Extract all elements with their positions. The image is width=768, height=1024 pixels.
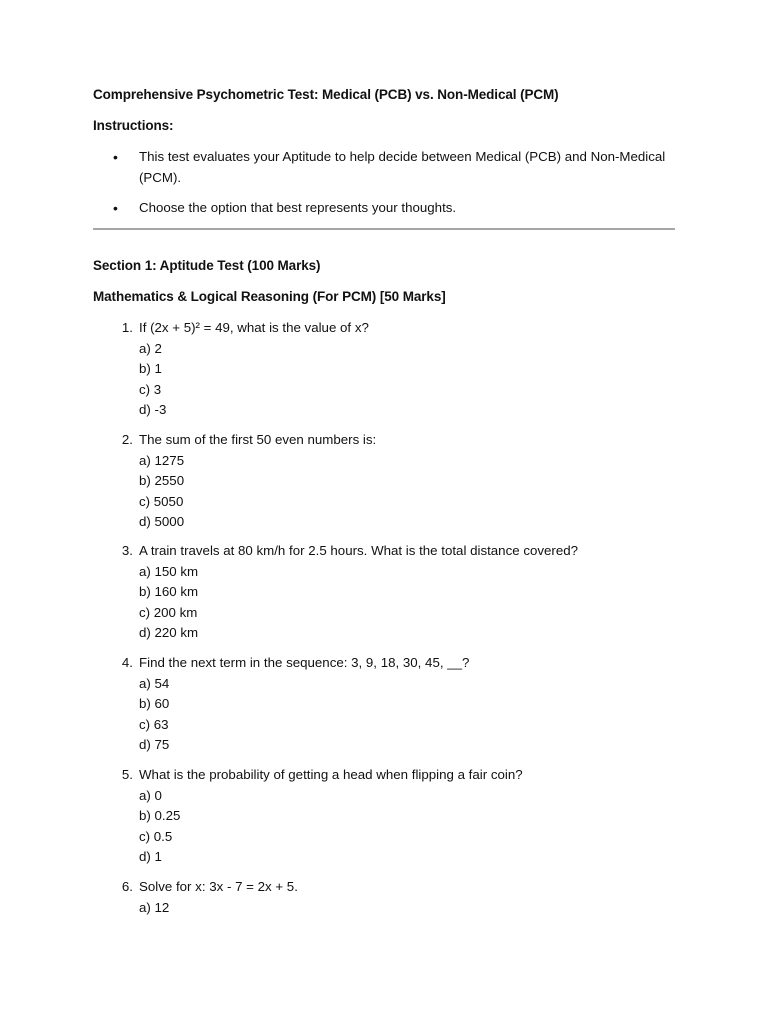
answer-option: d) 220 km xyxy=(139,625,199,640)
question-item xyxy=(113,541,673,644)
question-text: Solve for x: 3x - 7 = 2x + 5. xyxy=(139,879,298,894)
horizontal-divider xyxy=(93,228,675,230)
bullet-icon: • xyxy=(113,200,118,216)
question-number: 4. xyxy=(121,655,133,670)
answer-option: a) 2 xyxy=(139,340,162,356)
answer-option: b) 1 xyxy=(139,361,162,376)
document-title: Comprehensive Psychometric Test: Medical (PCB) vs. Non-Medical (PCM) xyxy=(93,87,559,102)
bullet-icon: • xyxy=(113,149,118,165)
question-item xyxy=(113,653,673,756)
instruction-bullet xyxy=(113,147,673,188)
section-heading: Section 1: Aptitude Test (100 Marks) xyxy=(93,258,321,273)
question-item xyxy=(113,765,673,868)
answer-option: a) 12 xyxy=(139,899,170,915)
answer-option: a) 1275 xyxy=(139,452,185,468)
question-text: A train travels at 80 km/h for 2.5 hours. What is the total distance covered? xyxy=(139,543,579,558)
answer-option: d) 5000 xyxy=(139,514,185,529)
answer-option: a) 0 xyxy=(139,787,162,803)
instruction-text: This test evaluates your Aptitude to help decide between Medical (PCB) and Non-Medical (PCM). xyxy=(139,149,666,185)
answer-option: d) 75 xyxy=(139,737,170,752)
question-item xyxy=(113,430,673,533)
answer-option: b) 2550 xyxy=(139,473,185,488)
question-number: 3. xyxy=(121,543,133,558)
section-subheading: Mathematics & Logical Reasoning (For PCM) [50 Marks] xyxy=(93,289,446,304)
question-number: 2. xyxy=(121,432,133,447)
answer-option: b) 60 xyxy=(139,696,170,711)
question-number: 6. xyxy=(121,879,133,894)
answer-option: a) 150 km xyxy=(139,563,199,579)
answer-option: d) 1 xyxy=(139,849,162,864)
answer-option: d) -3 xyxy=(139,402,167,417)
answer-option: c) 0.5 xyxy=(139,828,173,844)
answer-option: a) 54 xyxy=(139,675,170,691)
question-item xyxy=(113,318,673,421)
answer-option: b) 0.25 xyxy=(139,808,181,823)
instruction-bullet xyxy=(113,198,673,219)
instruction-text: Choose the option that best represents your thoughts. xyxy=(139,200,457,215)
question-text: The sum of the first 50 even numbers is: xyxy=(139,432,377,447)
answer-option: c) 3 xyxy=(139,381,162,397)
question-text: What is the probability of getting a head when flipping a fair coin? xyxy=(139,767,523,782)
question-number: 5. xyxy=(121,767,133,782)
question-text: If (2x + 5)² = 49, what is the value of x? xyxy=(139,320,369,335)
answer-option: b) 160 km xyxy=(139,584,199,599)
question-number: 1. xyxy=(121,320,133,335)
answer-option: c) 63 xyxy=(139,716,169,732)
answer-option: c) 200 km xyxy=(139,604,198,620)
instructions-heading: Instructions: xyxy=(93,118,174,133)
question-item xyxy=(113,877,673,918)
question-text: Find the next term in the sequence: 3, 9, 18, 30, 45, __? xyxy=(139,655,470,670)
answer-option: c) 5050 xyxy=(139,493,184,509)
